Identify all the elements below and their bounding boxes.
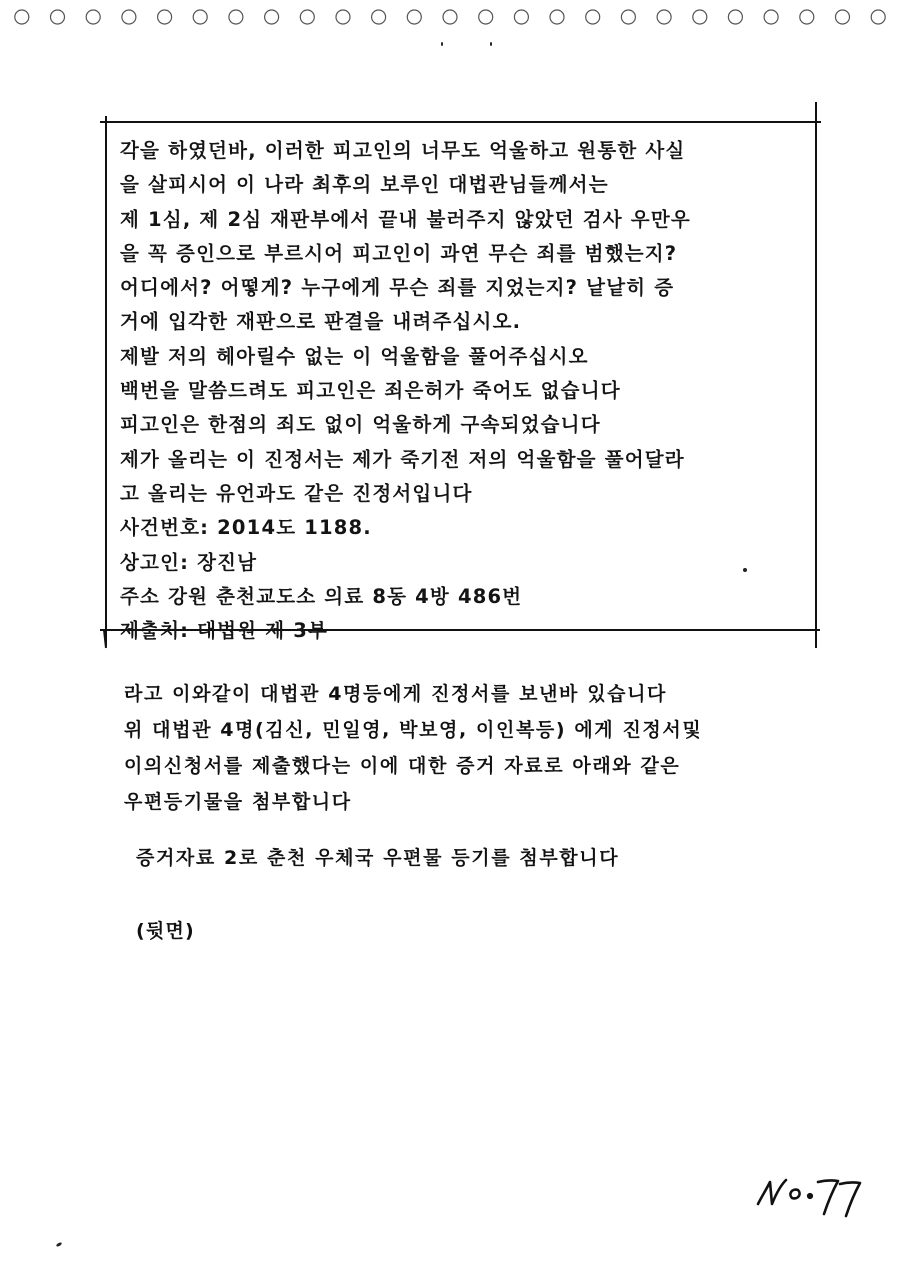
handwritten-lines xyxy=(120,134,810,648)
handwritten-line: 제발 저의 헤아릴수 없는 이 억울함을 풀어주십시오 xyxy=(120,344,589,368)
address-line: 주소 강원 춘천교도소 의료 8동 4방 486번 xyxy=(120,584,523,608)
binder-hole xyxy=(51,10,65,24)
binder-hole xyxy=(122,10,136,24)
submitted-to-line: 제출처: 대법원 제 3부 xyxy=(120,619,329,643)
binder-hole xyxy=(300,10,314,24)
handwritten-line: 을 살피시어 이 나라 최후의 보루인 대법관님들께서는 xyxy=(120,173,609,197)
binder-hole xyxy=(265,10,279,24)
binder-hole xyxy=(586,10,600,24)
case-number-line: 사건번호: 2014도 1188. xyxy=(120,516,372,540)
handwritten-line: 제 1심, 제 2심 재판부에서 끝내 불러주지 않았던 검사 우만우 xyxy=(120,207,691,231)
scan-speck xyxy=(743,568,747,572)
appellant-line: 상고인: 장진남 xyxy=(120,550,258,574)
binder-hole xyxy=(443,10,457,24)
handwritten-line: 백번을 말씀드려도 피고인은 죄은허가 죽어도 없습니다 xyxy=(120,379,621,403)
back-side-note: (뒷면) xyxy=(136,920,195,942)
binder-hole xyxy=(871,10,885,24)
binder-hole xyxy=(693,10,707,24)
typed-line: 라고 이와같이 대법관 4명등에게 진정서를 보낸바 있습니다 xyxy=(124,683,668,705)
scan-speck xyxy=(441,42,443,46)
binder-hole xyxy=(15,10,29,24)
binder-hole xyxy=(728,10,742,24)
handwritten-line: 거에 입각한 재판으로 판결을 내려주십시오. xyxy=(120,310,522,334)
binder-hole xyxy=(407,10,421,24)
binder-hole xyxy=(657,10,671,24)
typed-line: 이의신청서를 제출했다는 이에 대한 증거 자료로 아래와 같은 xyxy=(124,755,681,777)
binder-hole xyxy=(764,10,778,24)
binder-hole xyxy=(372,10,386,24)
binder-holes xyxy=(4,6,896,28)
binder-hole xyxy=(800,10,814,24)
page-number-glyphs xyxy=(752,1168,872,1228)
binder-hole xyxy=(621,10,635,24)
handwritten-line: 고 올리는 유언과도 같은 진정서입니다 xyxy=(120,481,473,505)
handwritten-line: 제가 올리는 이 진정서는 제가 죽기전 저의 억울함을 풀어달라 xyxy=(120,447,685,471)
typed-line: 위 대법관 4명(김신, 민일영, 박보영, 이인복등) 에게 진정서및 xyxy=(124,719,703,741)
binder-hole xyxy=(336,10,350,24)
handwritten-page-number xyxy=(752,1168,872,1228)
scan-speck xyxy=(490,42,492,46)
binder-hole xyxy=(836,10,850,24)
binder-hole xyxy=(193,10,207,24)
binder-hole xyxy=(550,10,564,24)
typed-paragraph xyxy=(124,676,804,820)
evidence-line: 증거자료 2로 춘천 우체국 우편물 등기를 첨부합니다 xyxy=(136,847,620,869)
binder-hole xyxy=(86,10,100,24)
binder-hole xyxy=(158,10,172,24)
typed-line: 우편등기물을 첨부합니다 xyxy=(124,791,352,813)
handwritten-line: 피고인은 한점의 죄도 없이 억울하게 구속되었습니다 xyxy=(120,413,601,437)
binder-hole xyxy=(479,10,493,24)
binder-hole xyxy=(229,10,243,24)
handwritten-line: 을 꼭 증인으로 부르시어 피고인이 과연 무슨 죄를 범했는지? xyxy=(120,241,678,265)
binder-hole xyxy=(514,10,528,24)
handwritten-petition-box xyxy=(106,122,821,647)
handwritten-line: 각을 하였던바, 이러한 피고인의 너무도 억울하고 원통한 사실 xyxy=(120,139,686,162)
handwritten-line: 어디에서? 어떻게? 누구에게 무슨 죄를 지었는지? 낱낱히 증 xyxy=(120,276,675,300)
scan-speck xyxy=(56,1242,63,1248)
